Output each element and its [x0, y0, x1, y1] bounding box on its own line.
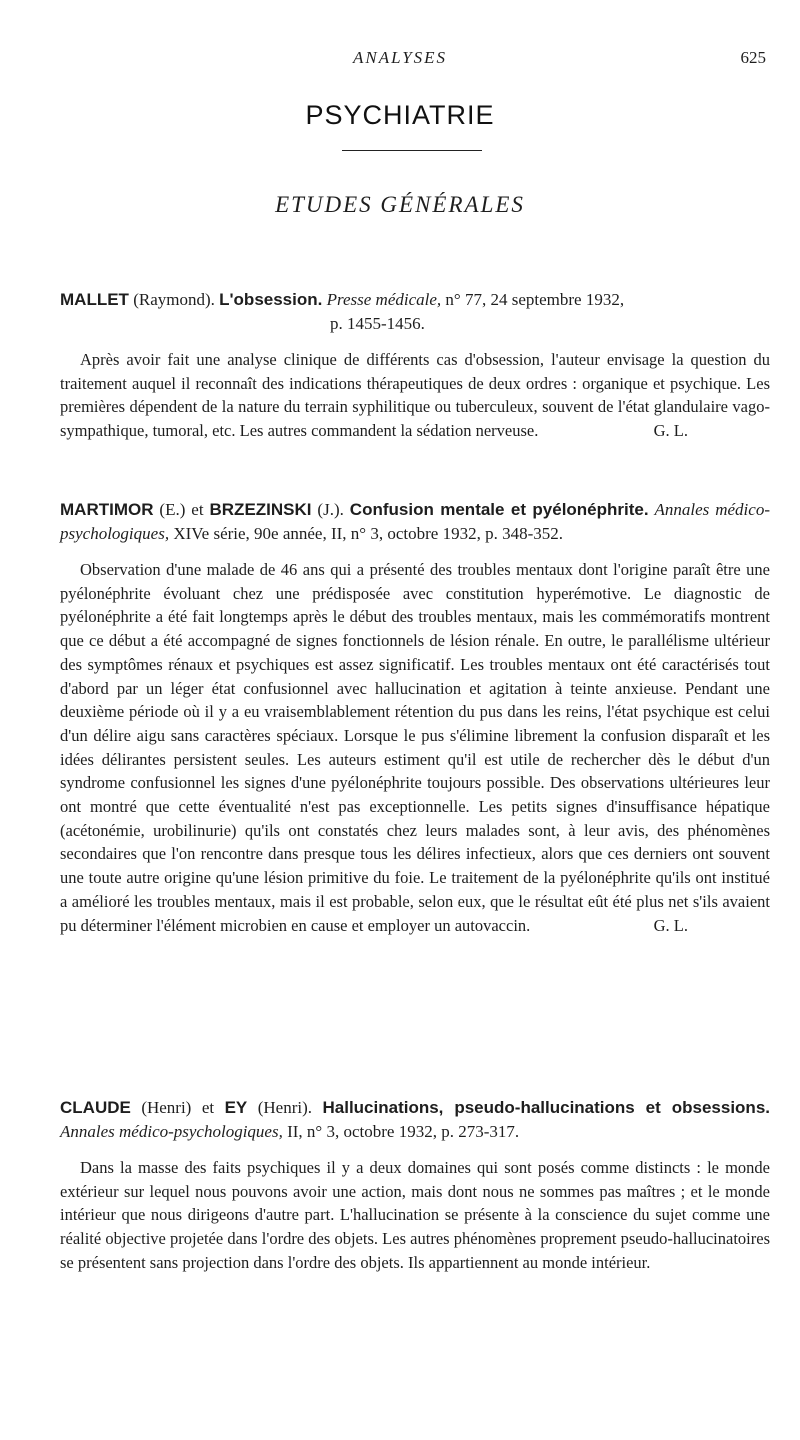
entry-journal: Annales médico-psychologiques, — [60, 1122, 283, 1141]
entry-author: MALLET — [60, 290, 129, 309]
entry-body-text: Dans la masse des faits psychiques il y a deux domaines qui sont posés comme distincts : le monde extérieur sur lequel nous pouvons avoir une action, mais dont nous ne sommes pas maîtres ; et le monde intérieur que nous dirigeons d'autre part. L'hallucination se présente à la conscience du sujet comme une réalité objective projetée dans l'ordre des objets. Les autres phénomènes proprement pseudo-hallucinatoires se présentent sans projection dans l'ordre des objets. Ils appartiennent au monde intérieur. — [60, 1158, 770, 1272]
entry-author: CLAUDE — [60, 1098, 131, 1117]
running-title: ANALYSES — [352, 48, 448, 67]
entry-signature: G. L. — [653, 421, 688, 441]
entry-author-initials: (E.) et — [153, 500, 210, 519]
entry-signature: G. L. — [653, 915, 688, 935]
entry-body-text: Observation d'une malade de 46 ans qui a présenté des troubles mentaux dont l'origine paraît être une pyélonéphrite évoluant chez une prédisposée avec constitution hyperémotive. Le diagnostic de pyélonéphrite a été fait longtemps après le début des troubles mentaux, mais les commémoratifs montrent que ce début a été accompagné de signes fonctionnels de lésion rénale. En outre, le parallélisme ultérieur des symptômes rénaux et psychiques est assez significatif. Les troubles mentaux ont été caractérisés tout d'abord par un léger état confusionnel avec hallucination et agitation à teinte anxieuse. Pendant une deuxième période où il y a eu vraisemblablement rétention du pus dans les reins, l'état psychique est celui d'un délire aigu sans caractères spéciaux. Lorsque le pus s'élimine librement la confusion disparaît et les idées délirantes persistent seules. Les auteurs estiment qu'il est utile de rechercher dès le début d'un syndrome confusionnel les signes d'une pyélonéphrite toujours possible. Des observations ultérieures leur ont montré que cette éventualité n'est pas exceptionnelle. Les petits signes d'insuffisance hépatique (acétonémie, urobilinurie) qu'ils ont constatés chez leurs malades sont, à leur avis, des phénomènes secondaires que l'on rencontre dans presque tous les délires infectieux, alors que ces derniers ont souvent une toute autre origine qu'une lésion primitive du foie. Le traitement de la pyélonéphrite qu'ils ont institué a amélioré les troubles mentaux, mais il est probable, selon eux, que le résultat eût été plus net s'ils avaient pu déterminer l'élément microbien en cause et employer un autovaccin. — [60, 560, 770, 935]
entry-title: L'obsession. — [219, 290, 323, 309]
entry-body — [60, 348, 770, 443]
entry-heading — [60, 288, 770, 336]
entry-reference: II, n° 3, octobre 1932, p. 273-317. — [282, 1122, 520, 1141]
title-rule — [342, 150, 482, 151]
entry-author-initials: (Henri) et — [130, 1098, 225, 1117]
abstract-entry — [60, 1096, 770, 1275]
entry-author: MARTIMOR — [60, 500, 154, 519]
section-title: PSYCHIATRIE — [305, 100, 495, 130]
abstract-entry — [60, 288, 770, 443]
entry-body — [60, 1156, 770, 1275]
page-number: 625 — [740, 48, 766, 67]
entry-reference-pages: p. 1455-1456. — [330, 314, 425, 333]
entry-title: Hallucinations, pseudo-hallucinations et obsessions. — [322, 1098, 770, 1117]
entry-journal: Annales médico-psychologiques, — [60, 500, 770, 543]
abstract-entry — [60, 498, 770, 937]
entry-heading — [60, 498, 770, 546]
entry-title: Confusion mentale et pyélonéphrite. — [349, 500, 649, 519]
entry-body — [60, 558, 770, 937]
entry-author-2: EY — [224, 1098, 248, 1117]
entry-author-2-initials: (J.). — [311, 500, 350, 519]
entry-body-text: Après avoir fait une analyse clinique de différents cas d'obsession, l'auteur envisage la question du traitement auquel il reconnaît des indications thérapeutiques de deux ordres : organique et psychique. Les premières dépendent de la nature du terrain syphilitique ou tuberculeux, souvent de l'état glandulaire vago-sympathique, tumoral, etc. Les autres commandent la sédation nerveuse. — [60, 350, 770, 441]
entry-journal: Presse médicale, — [326, 290, 442, 309]
entry-author-2: BRZEZINSKI — [209, 500, 312, 519]
entry-heading — [60, 1096, 770, 1144]
subsection-title: ETUDES GÉNÉRALES — [275, 192, 525, 217]
entry-author-initials: (Raymond). — [128, 290, 220, 309]
running-head — [0, 48, 800, 72]
entry-author-2-initials: (Henri). — [247, 1098, 323, 1117]
entry-reference: n° 77, 24 septembre 1932, — [441, 290, 625, 309]
entry-reference: XIVe série, 90e année, II, n° 3, octobre 1932, p. 348-352. — [169, 524, 563, 543]
